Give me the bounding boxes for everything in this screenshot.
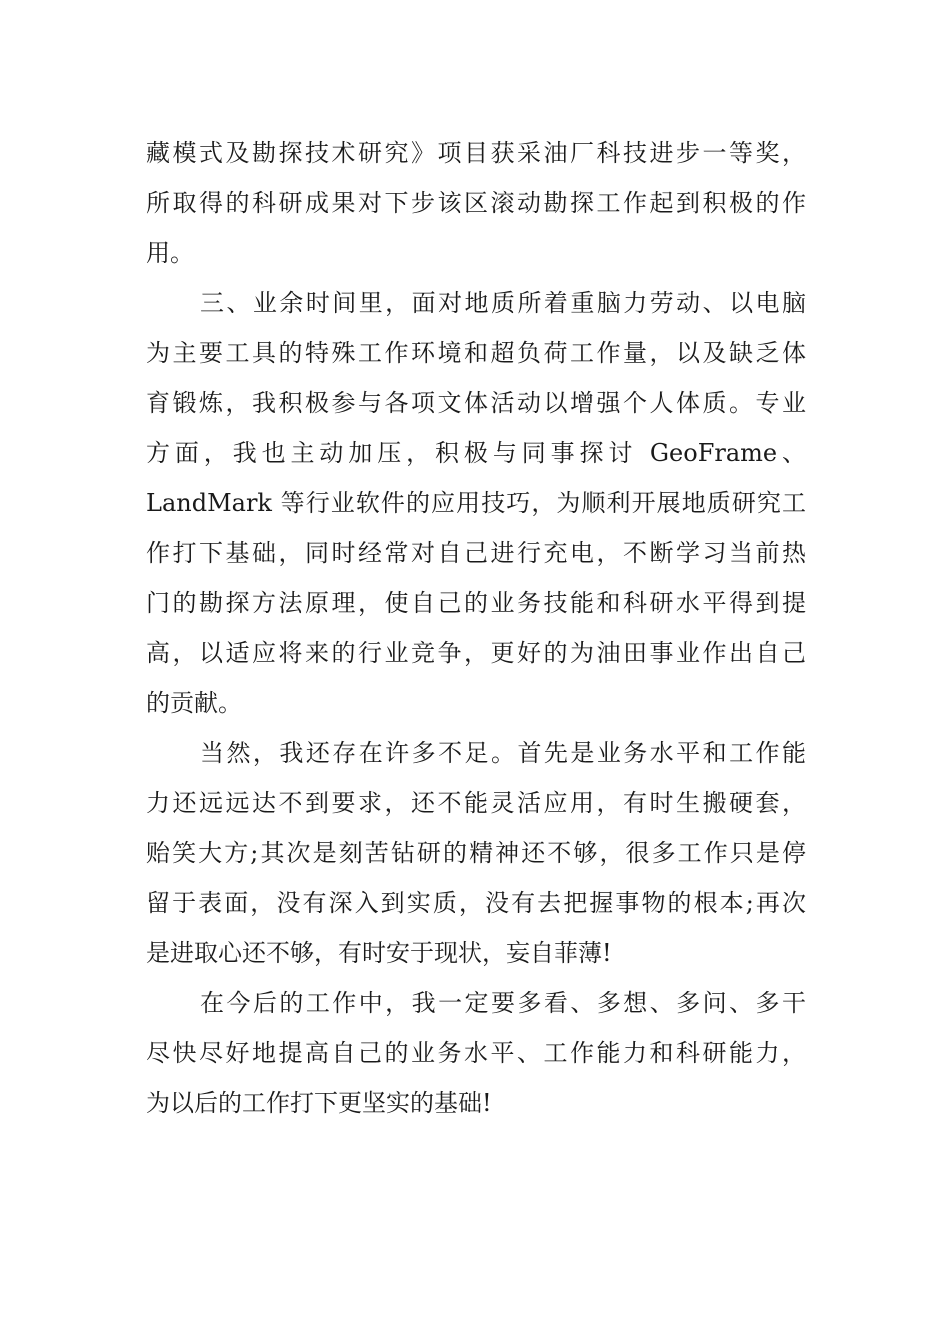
text-line: 为主要工具的特殊工作环境和超负荷工作量，以及缺乏体: [146, 339, 806, 367]
text-line: 所取得的科研成果对下步该区滚动勘探工作起到积极的作: [146, 189, 806, 217]
paragraph-spare-time: [146, 278, 806, 728]
text-line: 尽快尽好地提高自己的业务水平、工作能力和科研能力，: [146, 1039, 806, 1067]
text-line: 留于表面，没有深入到实质，没有去把握事物的根本;再次: [146, 889, 806, 917]
text-line: 育锻炼，我积极参与各项文体活动以增强个人体质。专业: [146, 389, 806, 417]
text-line: LandMark 等行业软件的应用技巧，为顺利开展地质研究工: [146, 489, 806, 517]
paragraph-shortcomings: [146, 728, 806, 978]
text-line: 力还远远达不到要求，还不能灵活应用，有时生搬硬套，: [146, 789, 806, 817]
text-line: 作打下基础，同时经常对自己进行充电，不断学习当前热: [146, 539, 806, 567]
text-line: 三、业余时间里，面对地质所着重脑力劳动、以电脑: [200, 289, 806, 317]
text-line: 贻笑大方;其次是刻苦钻研的精神还不够，很多工作只是停: [146, 839, 806, 867]
text-line: 在今后的工作中，我一定要多看、多想、多问、多干: [200, 989, 806, 1017]
text-line: 方面，我也主动加压，积极与同事探讨 GeoFrame、: [146, 439, 806, 467]
paragraph-research-award: [146, 128, 806, 278]
text-line: 为以后的工作打下更坚实的基础!: [146, 1089, 492, 1117]
document-body: [146, 128, 806, 1128]
paragraph-future: [146, 978, 806, 1128]
text-line: 的贡献。: [146, 689, 242, 717]
text-line: 藏模式及勘探技术研究》项目获采油厂科技进步一等奖，: [146, 139, 806, 167]
text-line: 当然，我还存在许多不足。首先是业务水平和工作能: [200, 739, 806, 767]
text-line: 是进取心还不够，有时安于现状，妄自菲薄!: [146, 939, 612, 967]
text-line: 门的勘探方法原理，使自己的业务技能和科研水平得到提: [146, 589, 806, 617]
text-line: 高，以适应将来的行业竞争，更好的为油田事业作出自己: [146, 639, 806, 667]
text-line: 用。: [146, 239, 194, 267]
